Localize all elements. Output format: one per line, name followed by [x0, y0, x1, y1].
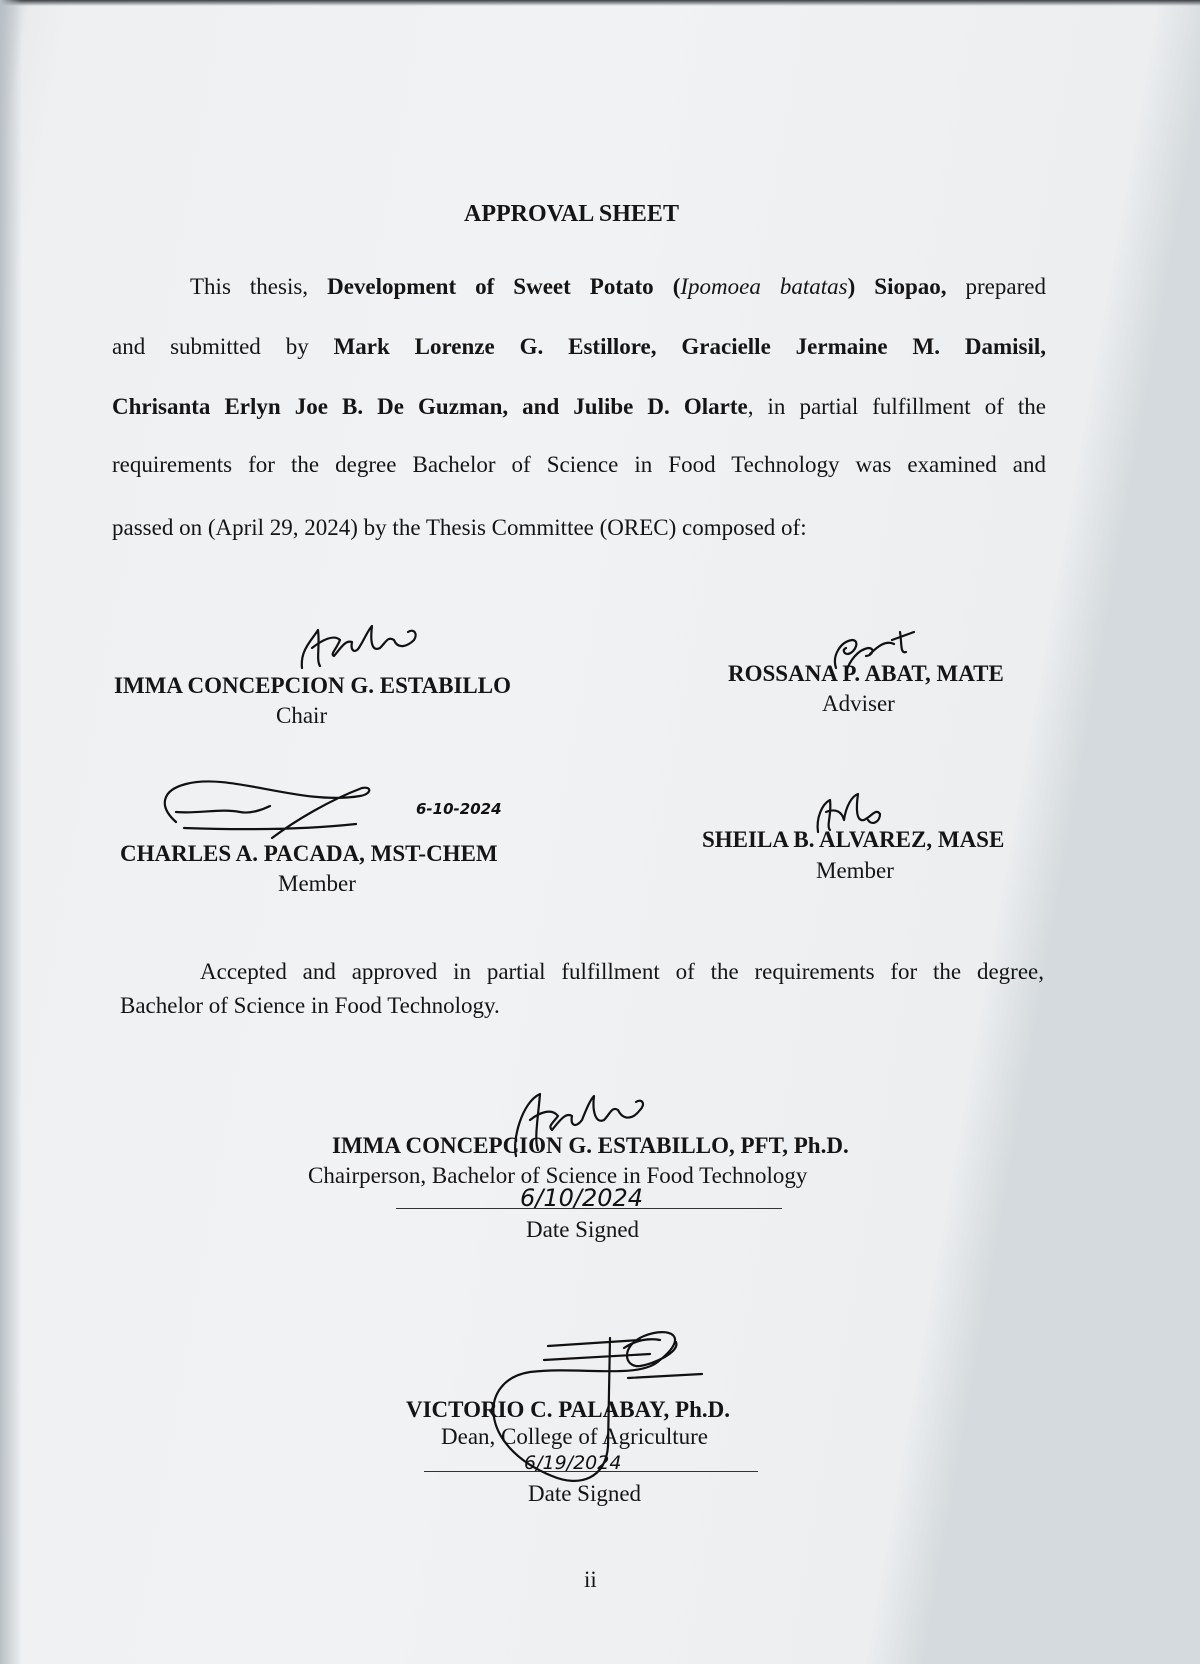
adviser-name: ROSSANA P. ABAT, MATE — [728, 661, 1004, 686]
chair-role: Chair — [276, 703, 328, 728]
chairperson-name: IMMA CONCEPCION G. ESTABILLO, PFT, Ph.D. — [332, 1133, 849, 1158]
page-number: ii — [584, 1567, 597, 1592]
thesis-title-scientific-name: Ipomoea batatas — [680, 274, 848, 299]
chair-signature — [302, 626, 416, 668]
dean-name: VICTORIO C. PALABAY, Ph.D. — [406, 1397, 730, 1422]
chairperson-handwritten-date: 6/10/2024 — [520, 1184, 644, 1212]
dean-handwritten-date: 6/19/2024 — [524, 1452, 622, 1474]
acceptance-line-1: Accepted and approved in partial fulfillment of the requirements for the degree, — [200, 959, 1044, 984]
member1-signature — [165, 781, 369, 838]
paragraph-text: prepared — [946, 274, 1046, 299]
page-left-edge — [0, 0, 22, 1664]
member1-name: CHARLES A. PACADA, MST-CHEM — [120, 841, 498, 866]
chairperson-title: Chairperson, Bachelor of Science in Food Technology — [308, 1163, 808, 1188]
dean-date-line — [424, 1471, 758, 1472]
approval-paragraph-line-3 — [112, 394, 1046, 422]
authors-list: Mark Lorenze G. Estillore, Gracielle Jermaine M. Damisil, — [333, 334, 1046, 359]
adviser-role: Adviser — [822, 691, 895, 716]
paragraph-text: , in partial fulfillment of the — [747, 394, 1047, 419]
dean-date-label: Date Signed — [528, 1481, 642, 1506]
thesis-title-end: ) Siopao, — [847, 274, 947, 299]
paragraph-text: requirements for the degree Bachelor of Science in Food Technology was examined and — [112, 452, 1046, 477]
member1-handwritten-date: 6-10-2024 — [416, 800, 502, 818]
dean-title: Dean, College of Agriculture — [441, 1424, 708, 1449]
chairperson-date-line — [396, 1208, 782, 1209]
paragraph-line-1 — [112, 274, 1046, 302]
approval-paragraph-line-5: passed on (April 29, 2024) by the Thesis Committee (OREC) composed of: — [112, 515, 807, 540]
approval-paragraph-line-4 — [112, 452, 1046, 480]
approval-paragraph — [112, 274, 1046, 302]
approval-paragraph-line-2 — [112, 334, 1046, 362]
paragraph-text: This thesis, — [190, 274, 328, 299]
authors-list-end: Chrisanta Erlyn Joe B. De Guzman, and Julibe D. Olarte — [112, 394, 748, 419]
member2-name: SHEILA B. ALVAREZ, MASE — [702, 827, 1005, 852]
page-top-shadow — [0, 0, 1200, 6]
paragraph-text: and submitted by — [112, 334, 334, 359]
chair-name: IMMA CONCEPCION G. ESTABILLO — [114, 673, 512, 698]
acceptance-line-2: Bachelor of Science in Food Technology. — [120, 993, 500, 1018]
member2-role: Member — [816, 858, 894, 883]
thesis-title: Development of Sweet Potato ( — [327, 274, 681, 299]
page-title: APPROVAL SHEET — [464, 201, 679, 227]
chairperson-date-label: Date Signed — [526, 1217, 640, 1242]
member1-role: Member — [278, 871, 356, 896]
